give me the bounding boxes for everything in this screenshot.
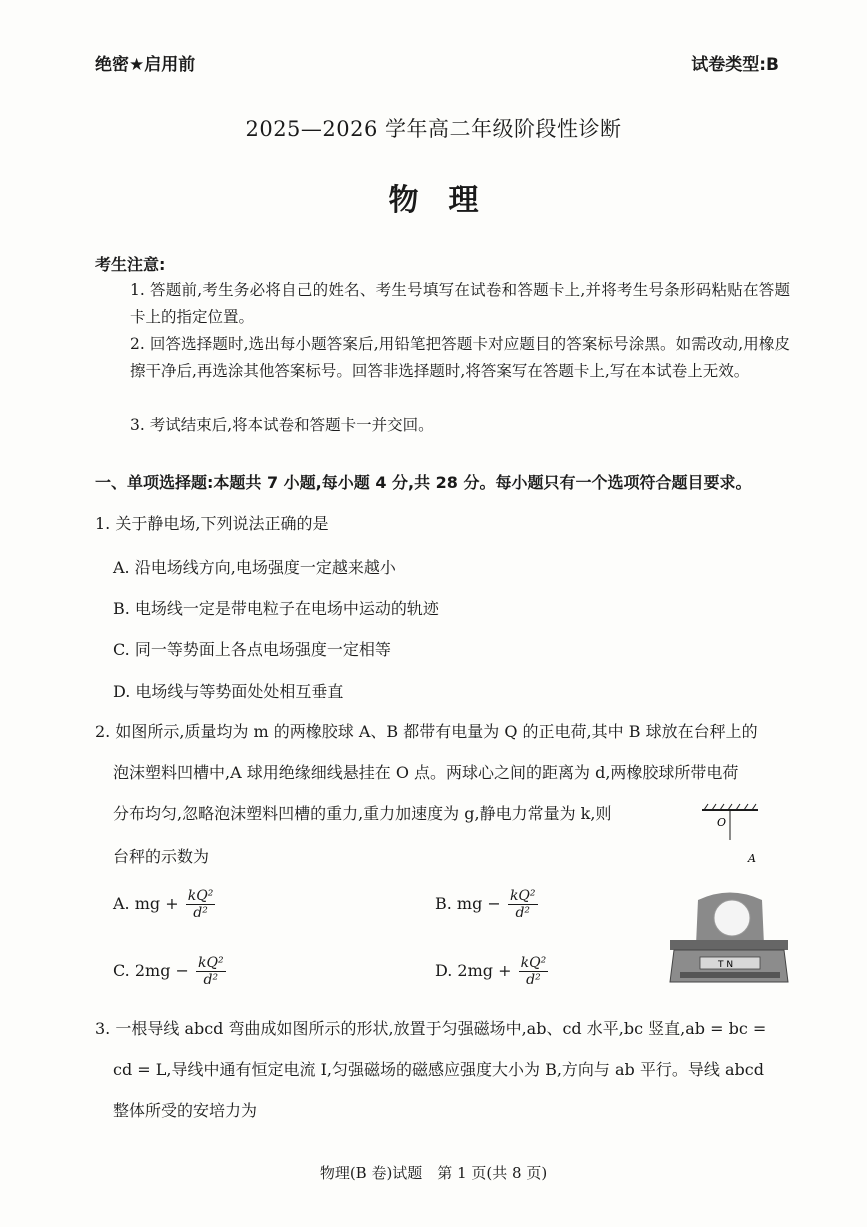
fraction [196, 955, 226, 988]
confidential-label: 绝密★启用前 [95, 55, 196, 75]
fraction-numerator: kQ² [520, 955, 547, 971]
notice-item-2: 2. 回答选择题时,选出每小题答案后,用铅笔把答题卡对应题目的答案标号涂黑。如需改动,用橡皮擦干净后,再选涂其他答案标号。回答非选择题时,将答案写在答题卡上,写在本试卷上无效。 [130, 335, 790, 380]
q2-option-d-prefix: D. 2mg + [435, 961, 512, 980]
q2-option-b [435, 888, 540, 921]
fraction-numerator: kQ² [187, 888, 214, 904]
q2-option-d [435, 955, 550, 988]
q1-stem: 1. 关于静电场,下列说法正确的是 [95, 514, 329, 533]
q2-line-2: 泡沫塑料凹槽中,A 球用绝缘细线悬挂在 O 点。两球心之间的距离为 d,两橡胶球所带电荷 [113, 763, 739, 782]
fraction [519, 955, 549, 988]
q2-line-1: 2. 如图所示,质量均为 m 的两橡胶球 A、B 都带有电量为 Q 的正电荷,其中 B 球放在台秤上的 [95, 722, 758, 741]
fraction-denominator: d² [193, 905, 208, 921]
q2-option-c-prefix: C. 2mg − [113, 961, 189, 980]
q2-line-4: 台秤的示数为 [113, 847, 210, 866]
subject-title: 物 理 [388, 183, 479, 218]
q3-line-2: cd = L,导线中通有恒定电流 I,匀强磁场的磁感应强度大小为 B,方向与 ab 平行。导线 abcd [113, 1060, 764, 1079]
exam-title: 2025—2026 学年高二年级阶段性诊断 [245, 117, 622, 141]
paper-type-label: 试卷类型:B [691, 55, 779, 75]
fraction [508, 888, 538, 921]
label-a: A [748, 852, 756, 865]
fraction [186, 888, 216, 921]
notice-item-3: 3. 考试结束后,将本试卷和答题卡一并交回。 [130, 416, 434, 434]
fraction-numerator: kQ² [198, 955, 224, 971]
scale-top [670, 940, 788, 950]
ball-b-icon [714, 900, 750, 936]
q2-option-c [113, 955, 228, 988]
page-footer: 物理(B 卷)试题 第 1 页(共 8 页) [319, 1164, 548, 1182]
q1-option-a: A. 沿电场线方向,电场强度一定越来越小 [113, 558, 396, 577]
fraction-numerator: kQ² [509, 888, 536, 904]
fraction-denominator: d² [203, 972, 219, 988]
label-o: O [717, 816, 727, 829]
q2-option-a [113, 888, 217, 921]
notice-heading: 考生注意: [95, 255, 166, 274]
scale-base [680, 972, 780, 978]
section-heading: 一、单项选择题:本题共 7 小题,每小题 4 分,共 28 分。每小题只有一个选项符合题目要求。 [95, 473, 752, 492]
q3-line-1: 3. 一根导线 abcd 弯曲成如图所示的形状,放置于匀强磁场中,ab、cd 水平,bc 竖直,ab = bc = [95, 1019, 767, 1038]
q2-option-b-prefix: B. mg − [435, 894, 501, 913]
q2-figure [660, 800, 795, 990]
q1-option-b: B. 电场线一定是带电粒子在电场中运动的轨迹 [113, 599, 439, 618]
q1-option-c: C. 同一等势面上各点电场强度一定相等 [113, 640, 391, 659]
notice-item-1: 1. 答题前,考生务必将自己的姓名、考生号填写在试卷和答题卡上,并将考生号条形码粘贴在答题卡上的指定位置。 [130, 281, 790, 326]
q1-option-d: D. 电场线与等势面处处相互垂直 [113, 682, 344, 701]
q3-line-3: 整体所受的安培力为 [113, 1101, 258, 1120]
fraction-denominator: d² [515, 905, 531, 921]
scale-display-text: T N [718, 960, 734, 970]
q2-line-3: 分布均匀,忽略泡沫塑料凹槽的重力,重力加速度为 g,静电力常量为 k,则 [113, 804, 612, 823]
q2-option-a-prefix: A. mg + [113, 894, 179, 913]
fraction-denominator: d² [526, 972, 541, 988]
